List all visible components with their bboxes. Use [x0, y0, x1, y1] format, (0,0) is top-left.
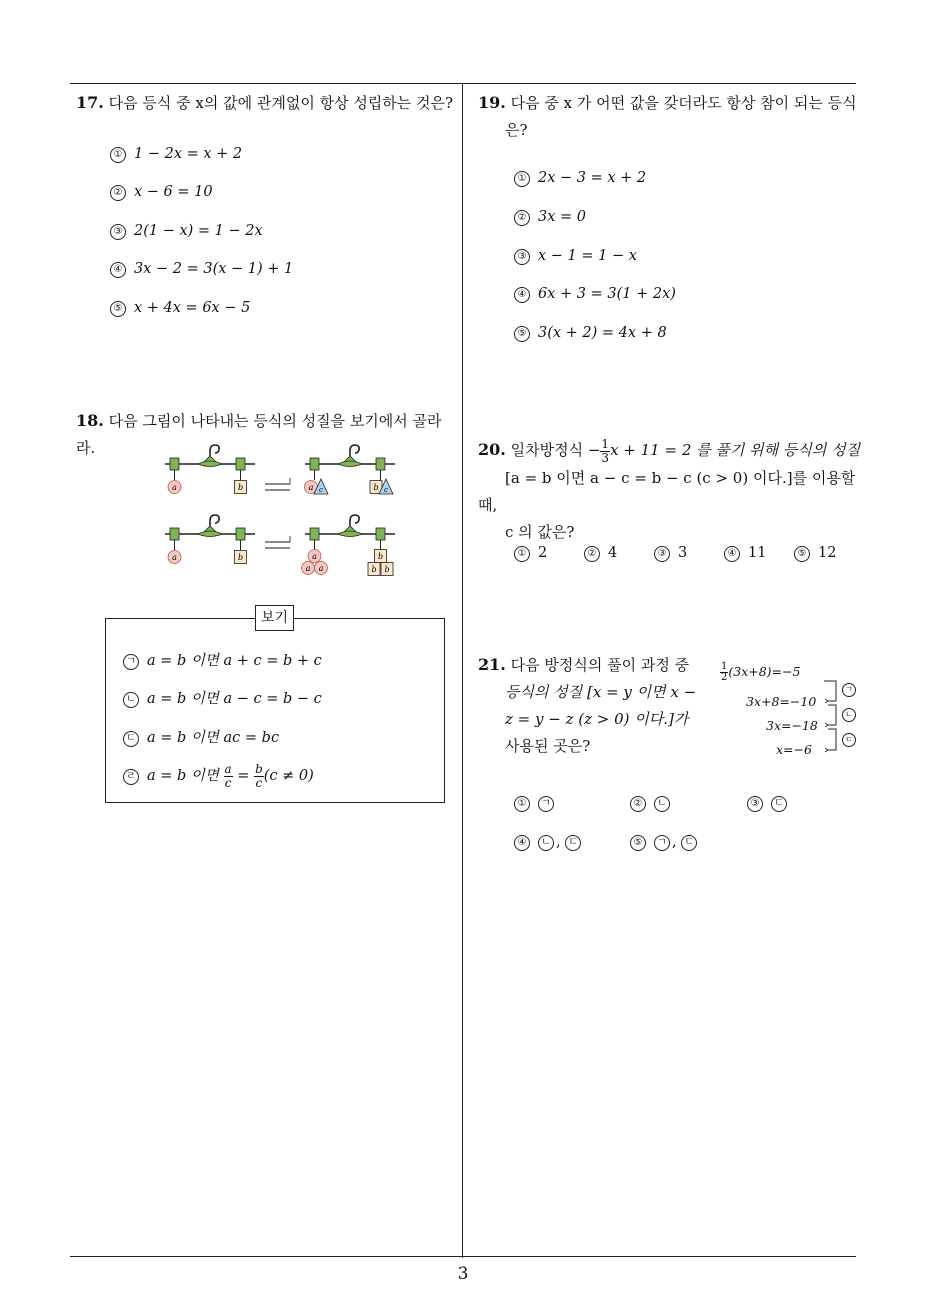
label-a: a — [308, 483, 314, 492]
label-b: b — [384, 565, 390, 574]
label-a: a — [305, 564, 311, 573]
option-mark: ④ — [514, 287, 530, 303]
option-mark: ⑤ — [110, 301, 126, 317]
step-4: x=−6 — [776, 742, 812, 757]
q19-option-2[interactable]: ② 3x = 0 — [514, 207, 586, 227]
fraction: $\frac{b}{c}$ — [255, 761, 263, 790]
question-text: 다음 등식 중 x의 값에 관계없이 항상 성립하는 것은? — [108, 94, 454, 112]
fraction: $\frac{1}{3}$ — [601, 436, 610, 465]
question-17 — [76, 89, 456, 117]
bogi-item-1: ㄱ a = b 이면 a + c = b + c — [123, 651, 322, 671]
question-number: 21. — [478, 655, 506, 674]
step-mark-2: ㄴ — [842, 708, 856, 722]
q17-option-3[interactable]: ③ 2(1 − x) = 1 − 2x — [110, 221, 263, 241]
q20-option-1[interactable]: ① 2 — [514, 543, 547, 563]
label-b: b — [237, 483, 244, 492]
option-mark: ② — [630, 796, 646, 812]
q20-option-5[interactable]: ⑤ 12 — [794, 543, 836, 563]
bogi-item-2: ㄴ a = b 이면 a − c = b − c — [123, 689, 322, 709]
label-c: c — [384, 486, 388, 494]
q21-option-5[interactable]: ⑤ ㄱ , ㄷ — [630, 832, 705, 852]
equal-sign — [265, 536, 290, 548]
option-mark: ① — [514, 546, 530, 562]
step-1: $\frac{1}{2}$ (3x+8)=−5 — [721, 661, 801, 683]
q17-option-1[interactable]: ① 1 − 2x = x + 2 — [110, 144, 242, 164]
q20-option-2[interactable]: ② 4 — [584, 543, 617, 563]
bogi-label: 보기 — [255, 605, 294, 631]
step-mark-3: ㄷ — [842, 733, 856, 747]
bogi-item-3: ㄷ a = b 이면 ac = bc — [123, 728, 279, 748]
bogi-item-4: ㄹ a = b 이면 $\frac{a}{c}$ = $\frac{b}{c}$ (c ≠ 0) — [123, 760, 314, 792]
item-mark: ㄴ — [123, 692, 139, 708]
q19-option-1[interactable]: ① 2x − 3 = x + 2 — [514, 168, 646, 188]
q19-option-5[interactable]: ⑤ 3(x + 2) = 4x + 8 — [514, 323, 667, 343]
q20-option-4[interactable]: ④ 11 — [724, 543, 766, 563]
option-mark: ② — [110, 185, 126, 201]
bottom-rule — [70, 1256, 856, 1257]
option-mark: ③ — [654, 546, 670, 562]
question-number: 18. — [76, 411, 104, 430]
label-b: b — [373, 483, 379, 492]
step-brackets — [718, 660, 860, 760]
question-text: 다음 그림이 나타내는 등식의 성질을 보기에서 골라라. — [76, 412, 442, 457]
label-a: a — [312, 552, 317, 561]
q17-option-5[interactable]: ⑤ x + 4x = 6x − 5 — [110, 298, 250, 318]
q20-option-3[interactable]: ③ 3 — [654, 543, 687, 563]
option-mark: ⑤ — [794, 546, 810, 562]
step-mark-1: ㄱ — [842, 683, 856, 697]
label-c: c — [319, 486, 323, 494]
option-mark: ① — [514, 171, 530, 187]
column-divider — [462, 83, 463, 1258]
label-b: b — [237, 553, 244, 562]
option-mark: ⑤ — [630, 835, 646, 851]
q21-option-2[interactable]: ② ㄴ — [630, 793, 678, 813]
option-mark: ④ — [514, 835, 530, 851]
question-20: 20. 일차방정식 − $\frac{1}{3}$ x + 11 = 2 를 풀기 위해 등식의 성질 [a = b 이면 a − c = b − c (c > 0) 이다.]를 이용할 때, c 의 값은? — [478, 436, 861, 541]
q19-option-3[interactable]: ③ x − 1 = 1 − x — [514, 246, 637, 266]
question-number: 19. — [478, 93, 506, 112]
question-number: 20. — [478, 440, 506, 459]
page-number: 3 — [457, 1264, 469, 1284]
option-mark: ② — [584, 546, 600, 562]
equal-sign — [265, 478, 290, 490]
label-a: a — [172, 483, 177, 492]
label-a: a — [318, 564, 324, 573]
item-mark: ㄱ — [123, 654, 139, 670]
figure-row-1 — [165, 445, 395, 494]
figure-row-2 — [165, 515, 395, 576]
option-mark: ④ — [724, 546, 740, 562]
label-b: b — [377, 552, 384, 561]
option-mark: ① — [110, 147, 126, 163]
label-a: a — [172, 553, 177, 562]
q19-option-4[interactable]: ④ 6x + 3 = 3(1 + 2x) — [514, 284, 676, 304]
option-mark: ③ — [514, 249, 530, 265]
q21-option-4[interactable]: ④ ㄴ , ㄷ — [514, 832, 589, 852]
option-mark: ② — [514, 210, 530, 226]
step-3: 3x=−18 — [766, 718, 818, 733]
option-mark: ③ — [747, 796, 763, 812]
q21-option-3[interactable]: ③ ㄷ — [747, 793, 795, 813]
label-b: b — [371, 565, 377, 574]
question-text-cont: 은? — [505, 121, 528, 139]
top-rule — [70, 83, 856, 84]
question-19 — [478, 89, 863, 144]
q21-option-1[interactable]: ① ㄱ — [514, 793, 562, 813]
option-mark: ④ — [110, 262, 126, 278]
question-number: 17. — [76, 93, 104, 112]
balance-hanger-figure — [160, 440, 400, 580]
q17-option-4[interactable]: ④ 3x − 2 = 3(x − 1) + 1 — [110, 259, 293, 279]
question-21: 21. 다음 방정식의 풀이 과정 중 등식의 성질 [x = y 이면 x − z = y − z (z > 0) 이다.]가 사용된 곳은? — [478, 655, 697, 755]
item-mark: ㄷ — [123, 731, 139, 747]
option-mark: ① — [514, 796, 530, 812]
step-2: 3x+8=−10 — [746, 694, 817, 709]
fraction: $\frac{a}{c}$ — [224, 761, 232, 790]
solution-steps — [718, 660, 860, 760]
option-mark: ③ — [110, 224, 126, 240]
option-mark: ⑤ — [514, 326, 530, 342]
item-mark: ㄹ — [123, 769, 139, 785]
q17-option-2[interactable]: ② x − 6 = 10 — [110, 182, 213, 202]
question-text: 다음 중 x 가 어떤 값을 갖더라도 항상 참이 되는 등식 — [510, 94, 857, 112]
